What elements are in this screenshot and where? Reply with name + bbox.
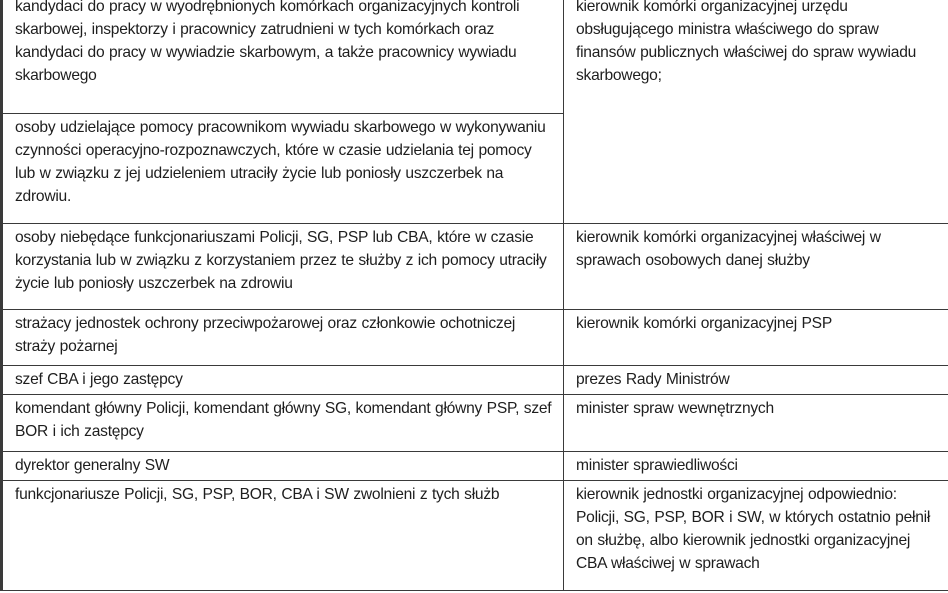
table-cell-entitled-persons: komendant główny Policji, komendant główny SG, komendant główny PSP, szef BOR i ich zastępcy [2, 395, 564, 452]
table-row [2, 452, 948, 481]
table-cell-entitled-persons: strażacy jednostek ochrony przeciwpożarowej oraz członkowie ochotniczej straży pożarnej [2, 310, 564, 366]
table-cell-entitled-persons: osoby udzielające pomocy pracownikom wywiadu skarbowego w wykonywaniu czynności operacyjno-rozpoznawczych, które w czasie udzielania tej pomocy lub w związku z jej udzieleniem utraciły życie lub poniosły uszczerbek na zdrowiu. [2, 114, 564, 224]
table-cell-competent-authority: minister sprawiedliwości [564, 452, 948, 481]
table-cell-entitled-persons: dyrektor generalny SW [2, 452, 564, 481]
table-cell-competent-authority: kierownik komórki organizacyjnej PSP [564, 310, 948, 366]
table-row [2, 0, 948, 114]
table-cell-competent-authority: minister spraw wewnętrznych [564, 395, 948, 452]
table-row [2, 224, 948, 310]
table-row [2, 310, 948, 366]
table-cell-competent-authority: kierownik jednostki organizacyjnej odpowiednio: Policji, SG, PSP, BOR i SW, w których ostatnio pełnił on służbę, albo kierownik jednostki organizacyjnej CBA właściwej w sprawach [564, 481, 948, 591]
table-cell-entitled-persons: funkcjonariusze Policji, SG, PSP, BOR, CBA i SW zwolnieni z tych służb [2, 481, 564, 591]
table-cell-competent-authority: kierownik komórki organizacyjnej właściwej w sprawach osobowych danej służby [564, 224, 948, 310]
table-row [2, 481, 948, 591]
table-cell-entitled-persons: kandydaci do pracy w wyodrębnionych komórkach organizacyjnych kontroli skarbowej, inspektorzy i pracownicy zatrudnieni w tych komórkach oraz kandydaci do pracy w wywiadzie skarbowym, a także pracownicy wywiadu skarbowego [2, 0, 564, 114]
table-cell-competent-authority: kierownik komórki organizacyjnej urzędu obsługującego ministra właściwego do spraw finansów publicznych właściwej do spraw wywiadu skarbowego; [564, 0, 948, 224]
table-cell-entitled-persons: osoby niebędące funkcjonariuszami Policji, SG, PSP lub CBA, które w czasie korzystania lub w związku z korzystaniem przez te służby z ich pomocy utraciły życie lub poniosły uszczerbek na zdrowiu [2, 224, 564, 310]
table-cell-competent-authority: prezes Rady Ministrów [564, 366, 948, 395]
table-row [2, 395, 948, 452]
table-cell-entitled-persons: szef CBA i jego zastępcy [2, 366, 564, 395]
table-row [2, 366, 948, 395]
